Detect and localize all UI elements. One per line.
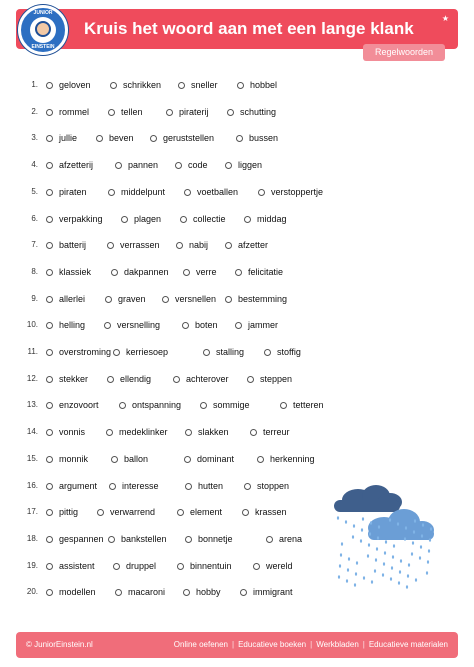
junior-einstein-logo	[18, 5, 68, 55]
rain-drop	[390, 577, 392, 581]
word-label: plagen	[134, 213, 162, 224]
word-label: enzovoort	[59, 400, 99, 411]
rain-drop	[378, 525, 380, 529]
rain-drop	[404, 537, 406, 541]
radio-circle-icon[interactable]	[46, 456, 53, 463]
footer-link-educatieve-boeken[interactable]: Educatieve boeken	[238, 640, 307, 649]
word-label: verrassen	[120, 240, 160, 251]
rain-drop	[427, 560, 429, 564]
footer-link-werkbladen[interactable]: Werkbladen	[316, 640, 359, 649]
footer-brand[interactable]: © JuniorEinstein.nl	[26, 640, 93, 649]
radio-circle-icon[interactable]	[227, 109, 234, 116]
exercise-number: 8.	[31, 266, 38, 276]
exercise-number: 18.	[26, 533, 38, 543]
radio-circle-icon[interactable]	[46, 242, 53, 249]
exercise-row	[0, 396, 474, 416]
rain-drop	[338, 575, 340, 579]
radio-circle-icon[interactable]	[46, 109, 53, 116]
exercise-row	[0, 450, 474, 470]
rain-drop	[361, 528, 363, 532]
rain-drop	[399, 570, 401, 574]
logo-text-bottom: EINSTEIN	[31, 44, 55, 50]
exercise-row	[0, 210, 474, 230]
exercise-row	[0, 343, 474, 363]
word-label: piraten	[59, 186, 87, 197]
word-label: batterij	[59, 240, 87, 251]
radio-circle-icon[interactable]	[250, 429, 257, 436]
word-label: slakken	[198, 427, 229, 438]
word-label: nabij	[189, 240, 209, 251]
exercise-row	[0, 183, 474, 203]
word-label: macaroni	[128, 587, 166, 598]
radio-circle-icon[interactable]	[110, 82, 117, 89]
word-label: schutting	[240, 106, 277, 117]
word-label: medeklinker	[119, 427, 168, 438]
rain-drop	[347, 568, 349, 572]
footer-bar	[16, 632, 458, 658]
exercise-row	[0, 423, 474, 443]
word-label: beven	[109, 133, 134, 144]
radio-circle-icon[interactable]	[46, 189, 53, 196]
word-label: graven	[118, 293, 146, 304]
radio-circle-icon[interactable]	[184, 456, 191, 463]
radio-circle-icon[interactable]	[150, 135, 157, 142]
word-label: element	[190, 507, 223, 518]
exercise-number: 19.	[26, 560, 38, 570]
radio-circle-icon[interactable]	[46, 269, 53, 276]
rain-drop	[352, 535, 354, 539]
word-label: boten	[195, 320, 218, 331]
radio-circle-icon[interactable]	[97, 509, 104, 516]
word-label: felicitatie	[248, 266, 284, 277]
light-cloud-shape	[368, 509, 434, 540]
star-icon: ★	[441, 14, 449, 23]
rain-drop	[382, 573, 384, 577]
radio-circle-icon[interactable]	[183, 269, 190, 276]
rain-drop	[412, 541, 414, 545]
word-label: verre	[196, 266, 217, 277]
radio-circle-icon[interactable]	[46, 376, 53, 383]
radio-circle-icon[interactable]	[264, 349, 271, 356]
word-label: geloven	[59, 80, 91, 90]
radio-circle-icon[interactable]	[236, 135, 243, 142]
rain-drop	[355, 572, 357, 576]
rain-drop	[354, 583, 356, 587]
exercise-number: 14.	[26, 427, 38, 437]
radio-circle-icon[interactable]	[225, 242, 232, 249]
word-label: jullie	[59, 133, 78, 144]
radio-circle-icon[interactable]	[177, 509, 184, 516]
rain-cloud-icon	[328, 484, 440, 590]
rain-drop	[353, 524, 355, 528]
exercise-number: 2.	[31, 106, 38, 116]
exercise-row	[0, 290, 474, 310]
word-label: piraterij	[179, 106, 209, 117]
radio-circle-icon[interactable]	[237, 82, 244, 89]
radio-circle-icon[interactable]	[46, 563, 53, 570]
radio-circle-icon[interactable]	[46, 296, 53, 303]
exercise-number: 13.	[26, 400, 38, 410]
radio-circle-icon[interactable]	[108, 536, 115, 543]
rain-drop	[345, 520, 347, 524]
dark-cloud-shape	[334, 485, 402, 512]
radio-circle-icon[interactable]	[107, 242, 114, 249]
rain-drop	[391, 566, 393, 570]
rain-drop	[340, 553, 342, 557]
word-label: pittig	[59, 507, 79, 518]
exercise-number: 4.	[31, 160, 38, 170]
rain-drop	[385, 540, 387, 544]
word-label: voetballen	[197, 186, 239, 197]
word-label: achterover	[186, 373, 229, 384]
radio-circle-icon[interactable]	[46, 589, 53, 596]
word-label: afzetterij	[59, 160, 94, 171]
word-label: bestemming	[238, 293, 288, 304]
radio-circle-icon[interactable]	[240, 589, 247, 596]
footer-links	[174, 640, 448, 649]
radio-circle-icon[interactable]	[244, 483, 251, 490]
word-label: ellendig	[120, 373, 152, 384]
rain-drop	[368, 543, 370, 547]
rain-drop	[426, 571, 428, 575]
exercise-number: 7.	[31, 240, 38, 250]
rain-drop	[377, 536, 379, 540]
word-label: steppen	[260, 373, 293, 384]
rain-drop	[383, 562, 385, 566]
word-label: hobbel	[250, 80, 278, 90]
radio-circle-icon[interactable]	[111, 456, 118, 463]
rain-drop	[413, 530, 415, 534]
radio-circle-icon[interactable]	[121, 216, 128, 223]
rain-drop	[370, 521, 372, 525]
radio-circle-icon[interactable]	[46, 483, 53, 490]
radio-circle-icon[interactable]	[113, 349, 120, 356]
exercise-number: 17.	[26, 507, 38, 517]
footer-separator: |	[310, 640, 313, 649]
radio-circle-icon[interactable]	[162, 296, 169, 303]
radio-circle-icon[interactable]	[183, 589, 190, 596]
rain-drop	[419, 556, 421, 560]
word-label: monnik	[59, 453, 89, 464]
word-label: stoppen	[257, 480, 290, 491]
word-label: versnelling	[117, 320, 161, 331]
word-label: code	[188, 160, 208, 171]
rain-drop	[398, 581, 400, 585]
rain-drop	[362, 517, 364, 521]
radio-circle-icon[interactable]	[46, 135, 53, 142]
radio-circle-icon[interactable]	[46, 536, 53, 543]
word-label: hobby	[196, 587, 221, 598]
radio-circle-icon[interactable]	[235, 269, 242, 276]
page-title: Kruis het woord aan met een lange klank	[84, 19, 414, 38]
einstein-face-icon	[35, 21, 51, 37]
radio-circle-icon[interactable]	[104, 322, 111, 329]
word-label: middag	[257, 213, 287, 224]
radio-circle-icon[interactable]	[247, 376, 254, 383]
word-label: tetteren	[293, 400, 324, 411]
word-label: jammer	[248, 320, 279, 331]
rain-drop	[369, 532, 371, 536]
radio-circle-icon[interactable]	[108, 109, 115, 116]
logo-text-top: JUNIOR	[33, 10, 53, 16]
rain-drop	[363, 576, 365, 580]
exercise-number: 11.	[27, 347, 38, 356]
rain-drop	[397, 522, 399, 526]
radio-circle-icon[interactable]	[176, 242, 183, 249]
word-label: binnentuin	[190, 560, 232, 571]
word-label: tellen	[121, 106, 143, 117]
rain-drop	[348, 557, 350, 561]
footer-separator: |	[362, 640, 365, 649]
word-label: modellen	[59, 587, 96, 598]
radio-circle-icon[interactable]	[235, 322, 242, 329]
word-label: vonnis	[59, 427, 86, 438]
radio-circle-icon[interactable]	[106, 429, 113, 436]
radio-circle-icon[interactable]	[115, 162, 122, 169]
word-label: hutten	[198, 480, 224, 491]
radio-circle-icon[interactable]	[180, 216, 187, 223]
word-label: dominant	[197, 453, 235, 464]
word-label: overstroming	[59, 347, 112, 357]
word-label: dakpannen	[124, 266, 169, 277]
word-label: arena	[279, 533, 303, 544]
rain-drop	[422, 523, 424, 527]
rain-drop	[408, 563, 410, 567]
radio-circle-icon[interactable]	[46, 216, 53, 223]
word-label: collectie	[193, 213, 226, 224]
word-label: druppel	[126, 560, 157, 571]
exercise-number: 9.	[31, 293, 38, 303]
radio-circle-icon[interactable]	[115, 589, 122, 596]
radio-circle-icon[interactable]	[185, 429, 192, 436]
exercise-number: 12.	[26, 373, 38, 383]
word-label: gespannen	[59, 533, 104, 544]
radio-circle-icon[interactable]	[225, 296, 232, 303]
exercise-row	[0, 263, 474, 283]
radio-circle-icon[interactable]	[203, 349, 210, 356]
radio-circle-icon[interactable]	[184, 189, 191, 196]
word-label: allerlei	[59, 293, 86, 304]
word-label: immigrant	[253, 587, 293, 598]
rain-drop	[415, 578, 417, 582]
title-banner	[16, 9, 458, 49]
word-label: ballon	[124, 453, 149, 464]
radio-circle-icon[interactable]	[182, 322, 189, 329]
radio-circle-icon[interactable]	[46, 322, 53, 329]
word-label: afzetter	[238, 240, 269, 251]
exercise-row	[0, 103, 474, 123]
exercise-number: 3.	[31, 133, 38, 143]
rain-drop	[339, 564, 341, 568]
radio-circle-icon[interactable]	[242, 509, 249, 516]
radio-circle-icon[interactable]	[46, 429, 53, 436]
rain-drop	[376, 547, 378, 551]
rain-drop	[393, 544, 395, 548]
rain-drop	[429, 538, 431, 542]
exercise-number: 10.	[26, 320, 38, 330]
radio-circle-icon[interactable]	[166, 109, 173, 116]
radio-circle-icon[interactable]	[173, 376, 180, 383]
word-label: terreur	[263, 427, 290, 438]
rain-drop	[392, 555, 394, 559]
word-label: sneller	[191, 80, 218, 90]
word-label: verpakking	[59, 213, 103, 224]
rain-cloud-illustration	[328, 484, 440, 590]
word-label: kerriesoep	[126, 347, 169, 357]
word-label: helling	[59, 320, 86, 331]
radio-circle-icon[interactable]	[46, 349, 53, 356]
rain-drop	[420, 545, 422, 549]
rain-drop	[375, 558, 377, 562]
word-label: bonnetje	[198, 533, 233, 544]
rain-drop	[371, 580, 373, 584]
footer-separator: |	[232, 640, 235, 649]
radio-circle-icon[interactable]	[96, 135, 103, 142]
word-label: sommige	[213, 400, 250, 411]
radio-circle-icon[interactable]	[177, 563, 184, 570]
exercise-number: 16.	[26, 480, 38, 490]
word-label: argument	[59, 480, 98, 491]
word-label: stekker	[59, 373, 89, 384]
radio-circle-icon[interactable]	[266, 536, 273, 543]
rain-drop	[421, 534, 423, 538]
word-label: verstoppertje	[271, 186, 324, 197]
rain-drop	[367, 554, 369, 558]
rain-drop	[405, 526, 407, 530]
exercise-row	[0, 76, 474, 96]
radio-circle-icon[interactable]	[105, 296, 112, 303]
radio-circle-icon[interactable]	[119, 402, 126, 409]
radio-circle-icon[interactable]	[280, 402, 287, 409]
rain-drop	[341, 542, 343, 546]
rain-drop	[400, 559, 402, 563]
exercise-number: 20.	[26, 587, 38, 597]
exercise-row	[0, 370, 474, 390]
rain-drop	[346, 579, 348, 583]
word-label: herkenning	[270, 453, 315, 464]
word-label: versnellen	[175, 293, 217, 304]
word-label: stoffig	[277, 347, 301, 357]
radio-circle-icon[interactable]	[107, 376, 114, 383]
rain-drop	[384, 551, 386, 555]
category-tag: Regelwoorden	[363, 44, 445, 61]
word-label: verwarrend	[110, 507, 156, 518]
radio-circle-icon[interactable]	[178, 82, 185, 89]
footer-link-online-oefenen[interactable]: Online oefenen	[173, 640, 228, 649]
radio-circle-icon[interactable]	[111, 269, 118, 276]
word-label: krassen	[255, 507, 287, 518]
exercise-number: 6.	[31, 213, 38, 223]
word-label: geruststellen	[163, 133, 215, 144]
word-label: bussen	[249, 133, 279, 144]
rain-drop	[414, 519, 416, 523]
word-label: wereld	[266, 560, 293, 571]
exercise-row	[0, 129, 474, 149]
radio-circle-icon[interactable]	[109, 483, 116, 490]
word-label: rommel	[59, 106, 90, 117]
word-label: klassiek	[59, 266, 92, 277]
radio-circle-icon[interactable]	[200, 402, 207, 409]
radio-circle-icon[interactable]	[225, 162, 232, 169]
radio-circle-icon[interactable]	[108, 189, 115, 196]
rain-drop	[428, 549, 430, 553]
radio-circle-icon[interactable]	[253, 563, 260, 570]
rain-drop	[374, 569, 376, 573]
word-label: bankstellen	[121, 533, 167, 544]
radio-circle-icon[interactable]	[258, 189, 265, 196]
rain-drop	[411, 552, 413, 556]
rain-drop	[406, 585, 408, 589]
radio-circle-icon[interactable]	[46, 162, 53, 169]
exercise-number: 15.	[26, 453, 38, 463]
radio-circle-icon[interactable]	[46, 402, 53, 409]
word-label: schrikken	[123, 80, 162, 90]
radio-circle-icon[interactable]	[175, 162, 182, 169]
rain-drop	[360, 539, 362, 543]
exercise-number: 1.	[31, 80, 38, 89]
rain-drop	[389, 518, 391, 522]
rain-drop	[430, 527, 432, 531]
rain-drop	[407, 574, 409, 578]
word-label: assistent	[59, 560, 95, 571]
exercise-row	[0, 316, 474, 336]
radio-circle-icon[interactable]	[113, 563, 120, 570]
radio-circle-icon[interactable]	[257, 456, 264, 463]
word-label: ontspanning	[132, 400, 182, 411]
word-label: pannen	[128, 160, 159, 171]
rain-drop	[337, 516, 339, 520]
radio-circle-icon[interactable]	[46, 82, 53, 89]
radio-circle-icon[interactable]	[46, 509, 53, 516]
word-label: interesse	[122, 480, 159, 491]
radio-circle-icon[interactable]	[185, 483, 192, 490]
footer-link-educatieve-materialen[interactable]: Educatieve materialen	[368, 640, 448, 649]
radio-circle-icon[interactable]	[185, 536, 192, 543]
exercise-row	[0, 236, 474, 256]
exercise-row	[0, 156, 474, 176]
word-label: liggen	[238, 160, 263, 171]
exercise-number: 5.	[31, 186, 38, 196]
rain-drop	[356, 561, 358, 565]
word-label: stalling	[216, 347, 245, 357]
radio-circle-icon[interactable]	[244, 216, 251, 223]
word-label: middelpunt	[121, 186, 166, 197]
